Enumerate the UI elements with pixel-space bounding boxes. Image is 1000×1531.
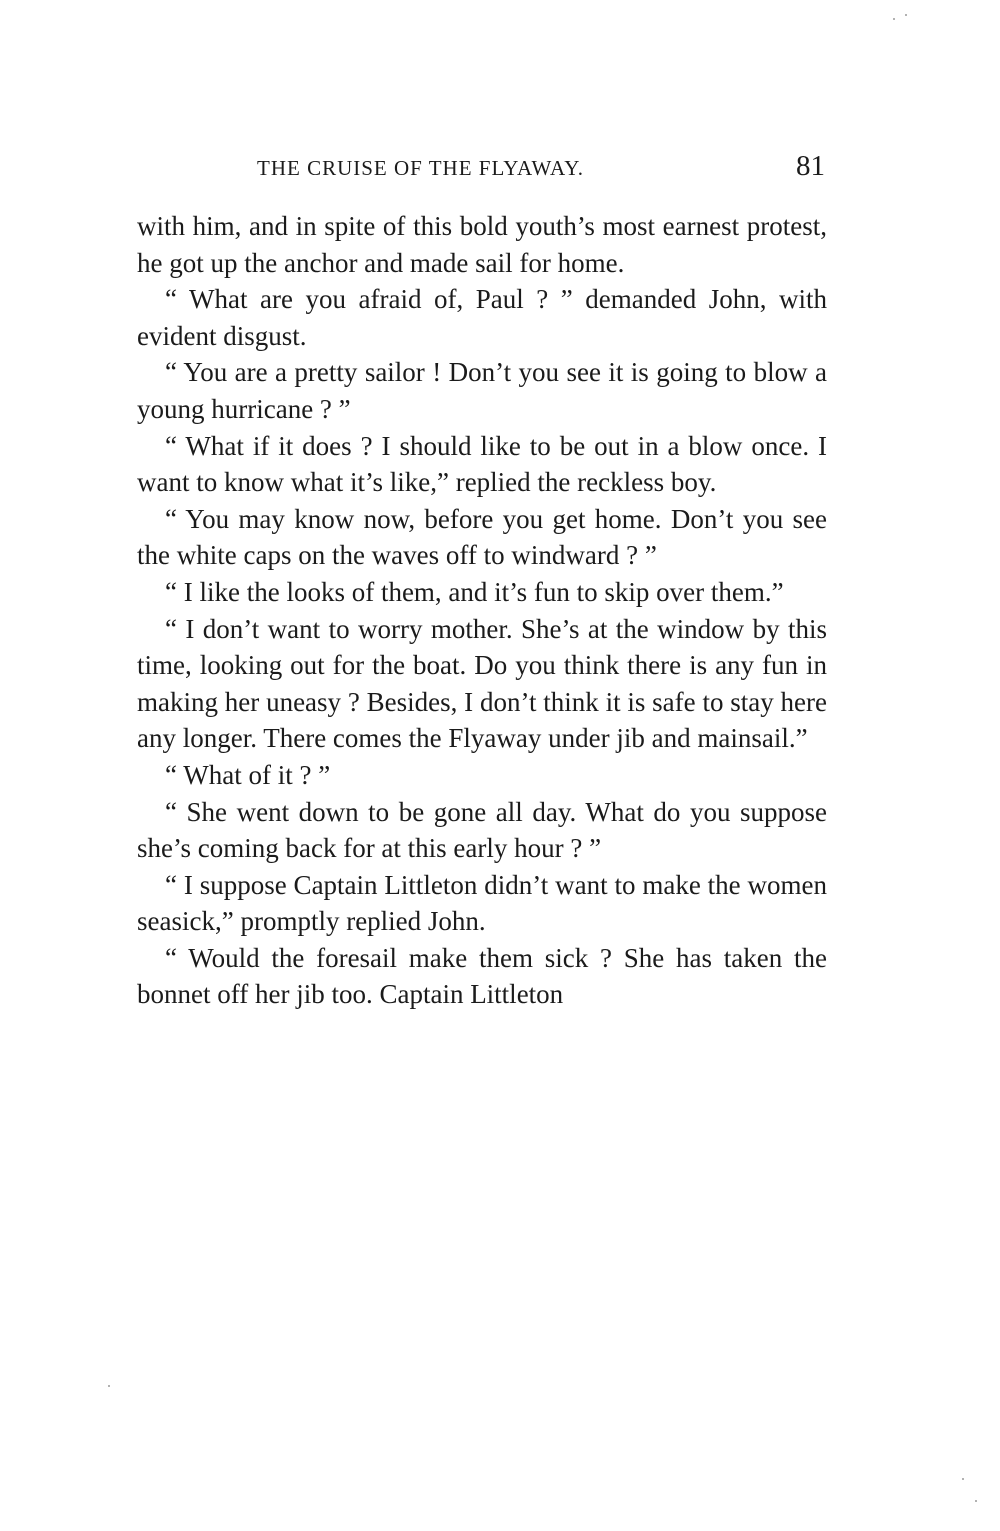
paragraph: “ I don’t want to worry mother. She’s at the window by this time, looking out for the boat. Do you think there is any fun in making her uneasy ? Besides, I don’t think it is safe to stay here any longer. There comes the Flyaway under jib and mainsail.” [137,613,827,754]
paragraph: “ I like the looks of them, and it’s fun to skip over them.” [165,576,784,607]
paragraph: “ Would the foresail make them sick ? She has taken the bonnet off her jib too. Captain Littleton [137,942,827,1010]
page-number: 81 [796,150,825,182]
paragraph: “ You may know now, before you get home. Don’t you see the white caps on the waves off to windward ? ” [137,503,827,571]
paper-speck [108,1385,110,1387]
paragraph: “ You are a pretty sailor ! Don’t you see it is going to blow a young hurricane ? ” [137,357,827,424]
running-head [137,150,827,190]
paragraph: “ What of it ? ” [165,759,331,790]
paper-speck [962,1478,964,1480]
paragraph: “ What if it does ? I should like to be out in a blow once. I want to know what it’s like,” replied the reckless boy. [137,430,827,498]
running-title: THE CRUISE OF THE FLYAWAY. [257,156,584,180]
paragraph: “ What are you afraid of, Paul ? ” demanded John, with evident disgust. [137,284,827,351]
paragraph: “ She went down to be gone all day. What do you suppose she’s coming back for at this early hour ? ” [137,796,827,864]
paper-speck [893,18,895,20]
body-text [137,208,827,1013]
paper-speck [975,1500,977,1502]
paper-speck [905,14,907,16]
paragraph: with him, and in spite of this bold youth’s most earnest protest, he got up the anchor and made sail for home. [137,211,827,278]
paragraph: “ I suppose Captain Littleton didn’t want to make the women seasick,” promptly replied John. [137,869,827,937]
